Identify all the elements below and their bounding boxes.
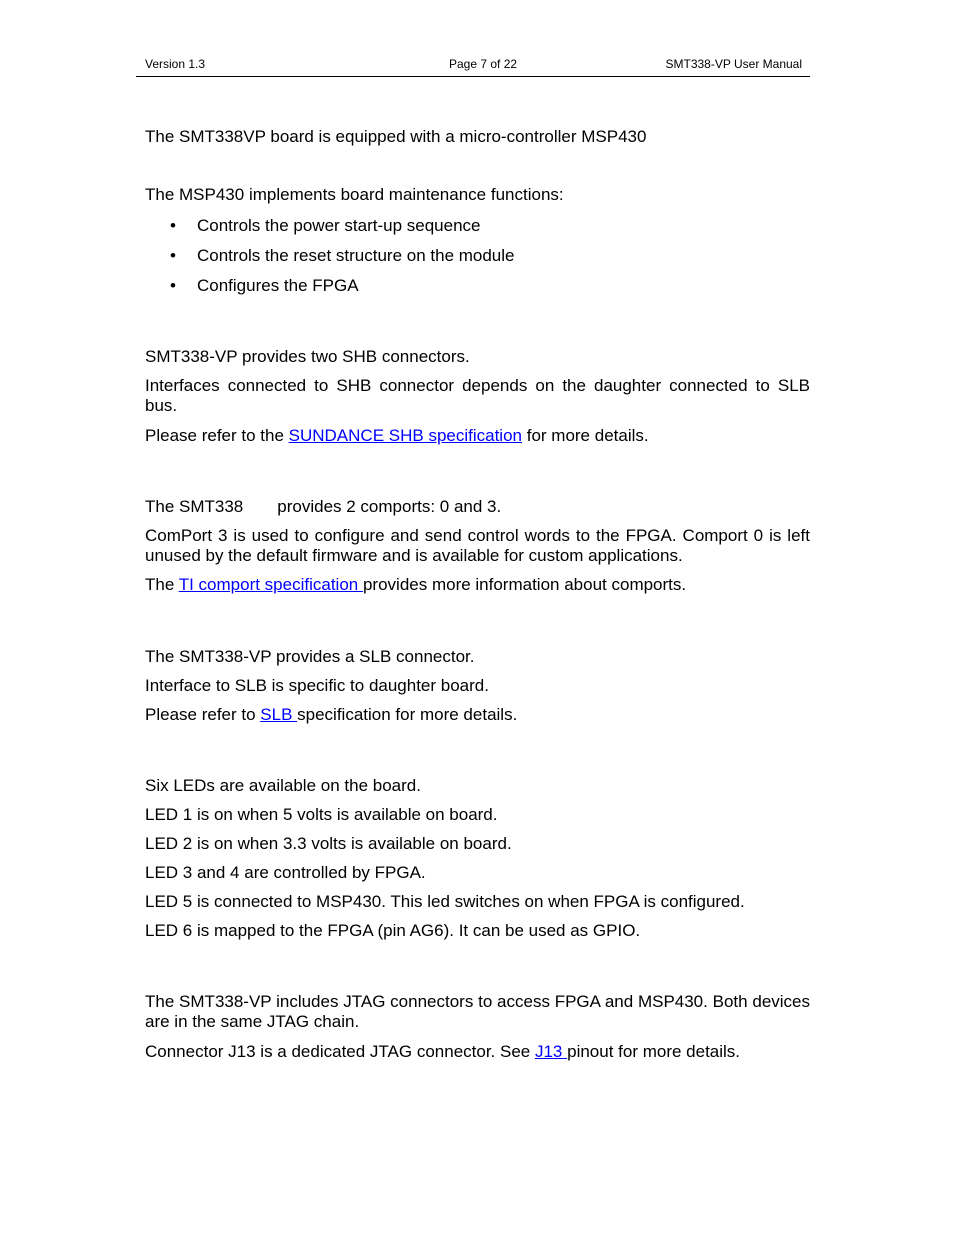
slb-spec-link[interactable]: SLB [260,705,298,724]
bullet-marker: • [170,276,176,295]
bullet-marker: • [170,216,176,235]
slb-line-3-prefix: Please refer to [145,705,261,724]
shb-line-3-suffix: for more details. [522,426,649,445]
bullet-item: Configures the FPGA [197,276,359,295]
comports-line-2: ComPort 3 is used to configure and send control words to the FPGA. Comport 0 is left unused by the default firmware and is available for custom applications. [145,526,810,565]
version-label: Version 1.3 [145,57,206,71]
bullet-item: Controls the power start-up sequence [197,216,481,235]
msp430-intro: The SMT338VP board is equipped with a micro-controller MSP430 [145,127,647,146]
leds-line-2: LED 1 is on when 5 volts is available on board. [145,805,498,824]
slb-line-3 [145,705,810,725]
jtag-line-2 [145,1042,810,1062]
leds-line-5: LED 5 is connected to MSP430. This led switches on when FPGA is configured. [145,892,745,911]
jtag-line-2-suffix: pinout for more details. [567,1042,741,1061]
page-number: Page 7 of 22 [449,57,518,71]
comports-line-1a: The SMT338 [145,497,244,516]
document-title: SMT338-VP User Manual [665,57,802,71]
leds-line-1: Six LEDs are available on the board. [145,776,421,795]
j13-pinout-link[interactable]: J13 [534,1042,568,1061]
leds-line-6: LED 6 is mapped to the FPGA (pin AG6). It can be used as GPIO. [145,921,641,940]
leds-line-4: LED 3 and 4 are controlled by FPGA. [145,863,426,882]
jtag-line-1: The SMT338-VP includes JTAG connectors to access FPGA and MSP430. Both devices are in the same JTAG chain. [145,992,810,1031]
comports-line-3-suffix: provides more information about comports. [362,575,687,594]
comports-line-3 [145,575,810,595]
shb-line-3-prefix: Please refer to the [145,426,289,445]
page-header [136,56,810,77]
bullet-item: Controls the reset structure on the module [197,246,515,265]
leds-line-3: LED 2 is on when 3.3 volts is available on board. [145,834,512,853]
jtag-line-2-prefix: Connector J13 is a dedicated JTAG connector. See [145,1042,535,1061]
shb-line-3 [145,426,810,446]
shb-line-2: Interfaces connected to SHB connector depends on the daughter connected to SLB bus. [145,376,810,415]
slb-line-2: Interface to SLB is specific to daughter board. [145,676,489,695]
comports-line-1 [145,497,810,517]
shb-spec-link[interactable]: SUNDANCE SHB specification [288,426,522,445]
ti-comport-spec-link[interactable]: TI comport specification [178,575,363,594]
slb-line-1: The SMT338-VP provides a SLB connector. [145,647,475,666]
msp430-functions-intro: The MSP430 implements board maintenance functions: [145,185,564,204]
shb-line-1: SMT338-VP provides two SHB connectors. [145,347,470,366]
comports-line-1b: provides 2 comports: 0 and 3. [277,497,502,516]
bullet-marker: • [170,246,176,265]
comports-line-3-prefix: The [145,575,179,594]
slb-line-3-suffix: specification for more details. [297,705,518,724]
